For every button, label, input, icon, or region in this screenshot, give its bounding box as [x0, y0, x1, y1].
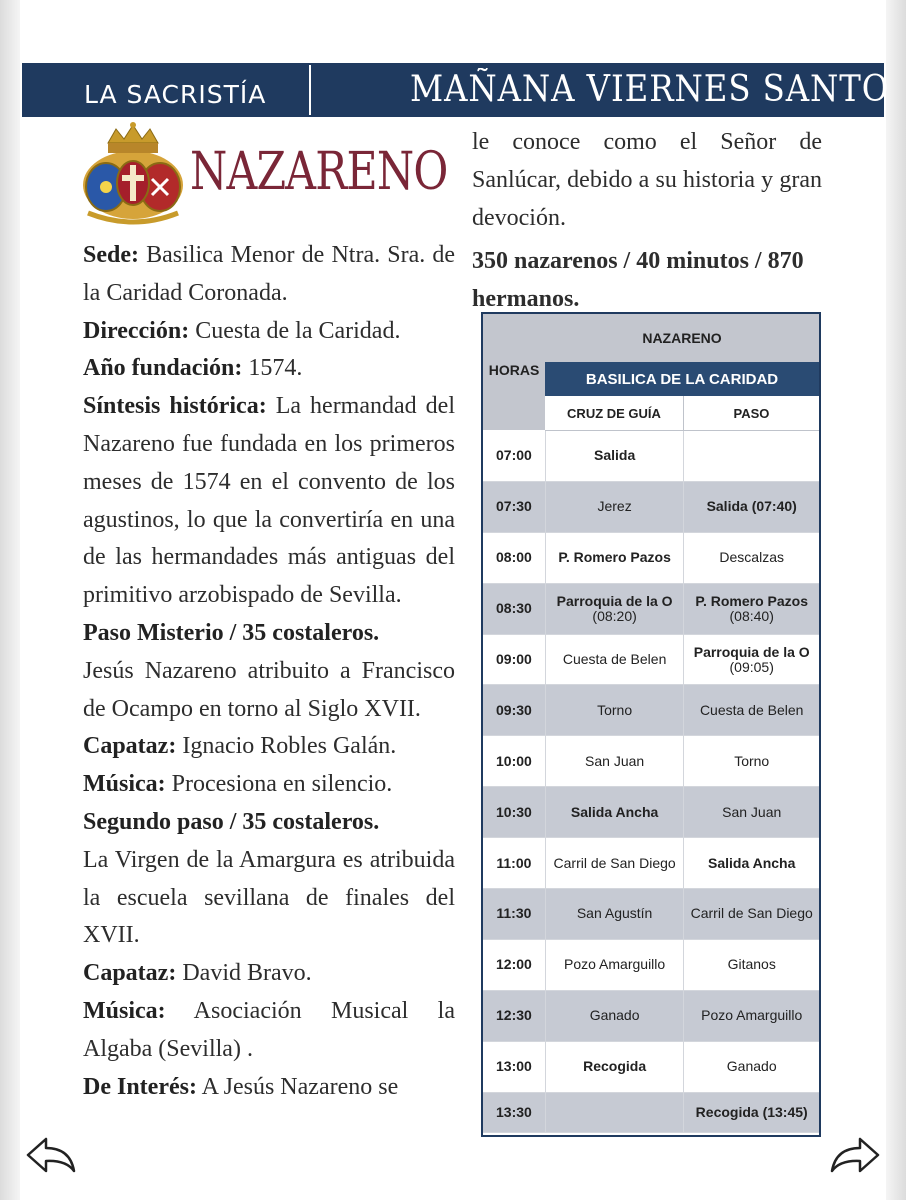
cruz-cell: Cuesta de Belen [546, 635, 685, 685]
sede-paragraph [83, 237, 455, 313]
table-row [483, 838, 819, 889]
paso-cell: San Juan [722, 803, 782, 820]
paso-cell: Ganado [726, 1058, 777, 1075]
hora-cell: 09:00 [483, 635, 546, 685]
table-row [483, 991, 819, 1042]
table-row [483, 889, 819, 940]
sede-value: Basilica Menor de Ntra. Sra. de la Caridad Coronada. [83, 242, 455, 306]
cruz-cell-sub: (08:20) [592, 607, 637, 624]
hora-cell: 08:30 [483, 584, 546, 634]
stats-line: 350 nazarenos / 40 minutos / 870 hermanos. [472, 248, 804, 313]
table-row [483, 431, 819, 482]
horas-header-label: HORAS [488, 362, 540, 378]
paso-cell [684, 431, 819, 481]
hora-cell: 13:00 [483, 1042, 546, 1092]
brand-logo-text: LA SACRISTÍA [84, 80, 267, 109]
sede-label: Sede: [83, 242, 139, 268]
musica1-paragraph [83, 766, 455, 804]
anio-value: 1574. [242, 355, 303, 382]
forward-arrow-icon[interactable] [826, 1133, 884, 1179]
interes-label: De Interés: [83, 1073, 197, 1100]
hora-cell: 07:00 [483, 431, 546, 481]
paso-misterio-label: Paso Misterio / 35 costaleros. [83, 619, 380, 646]
anio-paragraph [83, 350, 455, 388]
hora-cell: 10:00 [483, 736, 546, 786]
paso-cell: Pozo Amarguillo [701, 1007, 803, 1024]
table-row [483, 584, 819, 635]
capataz1-label: Capataz: [83, 733, 177, 760]
col-header-cruz: CRUZ DE GUÍA [545, 396, 684, 431]
table-row [483, 482, 819, 533]
table-body [483, 431, 819, 1133]
cruz-cell [546, 1093, 685, 1132]
paso-cell: Descalzas [719, 549, 784, 566]
crest-icon [78, 121, 188, 227]
paso-cell: Salida (07:40) [706, 498, 797, 515]
table-row [483, 635, 819, 686]
hora-cell: 11:00 [483, 838, 546, 888]
cruz-cell [546, 584, 685, 634]
paso-cell-sub: (08:40) [729, 607, 774, 624]
table-row [483, 787, 819, 838]
paso-cell: Torno [734, 752, 770, 769]
paso-cell [684, 635, 819, 685]
musica2-value: Asociación Musical la Algaba (Sevilla) . [83, 997, 455, 1062]
horas-header [483, 314, 545, 430]
table-header [483, 314, 819, 430]
hora-cell: 10:30 [483, 787, 546, 837]
direccion-label: Dirección: [83, 317, 190, 344]
cruz-cell: Carril de San Diego [546, 838, 685, 888]
interes-paragraph [83, 1069, 455, 1107]
segundo-paso-heading [83, 804, 455, 842]
hora-cell: 09:30 [483, 685, 546, 735]
musica2-label: Música: [83, 997, 166, 1024]
cruz-cell: Torno [546, 685, 685, 735]
cruz-cell: Ganado [546, 991, 685, 1041]
back-arrow-icon[interactable] [22, 1133, 80, 1179]
capataz1-paragraph [83, 728, 455, 766]
hora-cell: 08:00 [483, 533, 546, 583]
hora-cell: 07:30 [483, 482, 546, 532]
paso-cell: Salida Ancha [708, 854, 796, 871]
musica1-label: Música: [83, 771, 166, 798]
right-column [472, 124, 822, 319]
table-title: NAZARENO [545, 314, 819, 362]
interes-continuation: le conoce como el Señor de Sanlúcar, debido a su historia y gran devoción. [472, 129, 822, 231]
paso-cell: Gitanos [727, 956, 776, 973]
table-row [483, 685, 819, 736]
col-header-paso: PASO [684, 396, 819, 431]
hora-cell: 12:00 [483, 940, 546, 990]
header-divider [309, 65, 311, 115]
musica2-paragraph [83, 993, 455, 1069]
page-fold-right [886, 0, 906, 1200]
table-row [483, 736, 819, 787]
sintesis-paragraph [83, 388, 455, 615]
direccion-value: Cuesta de la Caridad. [189, 317, 401, 344]
header-bar [22, 63, 890, 117]
capataz1-value: Ignacio Robles Galán. [176, 733, 397, 760]
table-row [483, 1042, 819, 1093]
sintesis-value: La hermandad del Nazareno fue fundada en los primeros meses de 1574 en el convento de los agustinos, lo que la convertiría en una de las hermandades más antiguas del primitivo arzobispado de Sevilla. [83, 393, 455, 609]
cruz-cell: San Juan [546, 736, 685, 786]
hora-cell: 13:30 [483, 1093, 546, 1132]
cruz-cell: Salida Ancha [546, 787, 685, 837]
day-title: MAÑANA VIERNES SANTO [410, 69, 890, 110]
direccion-paragraph [83, 313, 455, 351]
cruz-cell-main: Parroquia de la O [556, 592, 673, 609]
segundo-paso-label: Segundo paso / 35 costaleros. [83, 808, 380, 835]
table-row [483, 533, 819, 584]
capataz2-label: Capataz: [83, 960, 177, 987]
hora-cell: 11:30 [483, 889, 546, 939]
paso-cell [684, 584, 819, 634]
cruz-cell: Recogida [546, 1042, 685, 1092]
table-subtitle: BASILICA DE LA CARIDAD [545, 362, 819, 396]
paso-misterio-heading [83, 615, 455, 653]
cruz-cell: Pozo Amarguillo [546, 940, 685, 990]
paso-cell-sub: (09:05) [729, 658, 774, 675]
table-row [483, 1093, 819, 1133]
capataz2-paragraph [83, 955, 455, 993]
hora-cell: 12:30 [483, 991, 546, 1041]
cruz-cell: San Agustín [546, 889, 685, 939]
paso-cell-main: P. Romero Pazos [695, 592, 808, 609]
anio-label: Año fundación: [83, 355, 243, 382]
cruz-cell: Salida [546, 431, 685, 481]
paso-cell: Recogida (13:45) [695, 1103, 808, 1120]
paso-cell: Cuesta de Belen [699, 701, 804, 718]
paso-cell-main: Parroquia de la O [693, 643, 810, 660]
cruz-cell: Jerez [546, 482, 685, 532]
sintesis-label: Síntesis histórica: [83, 393, 267, 420]
paso-misterio-text: Jesús Nazareno atribuito a Francisco de Ocampo en torno al Siglo XVII. [83, 657, 455, 722]
paso-cell: Carril de San Diego [690, 905, 813, 922]
page-fold-left [0, 0, 20, 1200]
segundo-paso-text: La Virgen de la Amargura es atribuida la escuela sevillana de finales del XVII. [83, 846, 455, 949]
left-column [83, 237, 455, 1106]
page-title: NAZARENO [190, 142, 448, 202]
schedule-table [481, 312, 821, 1137]
capataz2-value: David Bravo. [176, 960, 312, 987]
musica1-value: Procesiona en silencio. [165, 771, 393, 798]
cruz-cell: P. Romero Pazos [546, 533, 685, 583]
table-row [483, 940, 819, 991]
interes-value: A Jesús Nazareno se [196, 1073, 399, 1100]
